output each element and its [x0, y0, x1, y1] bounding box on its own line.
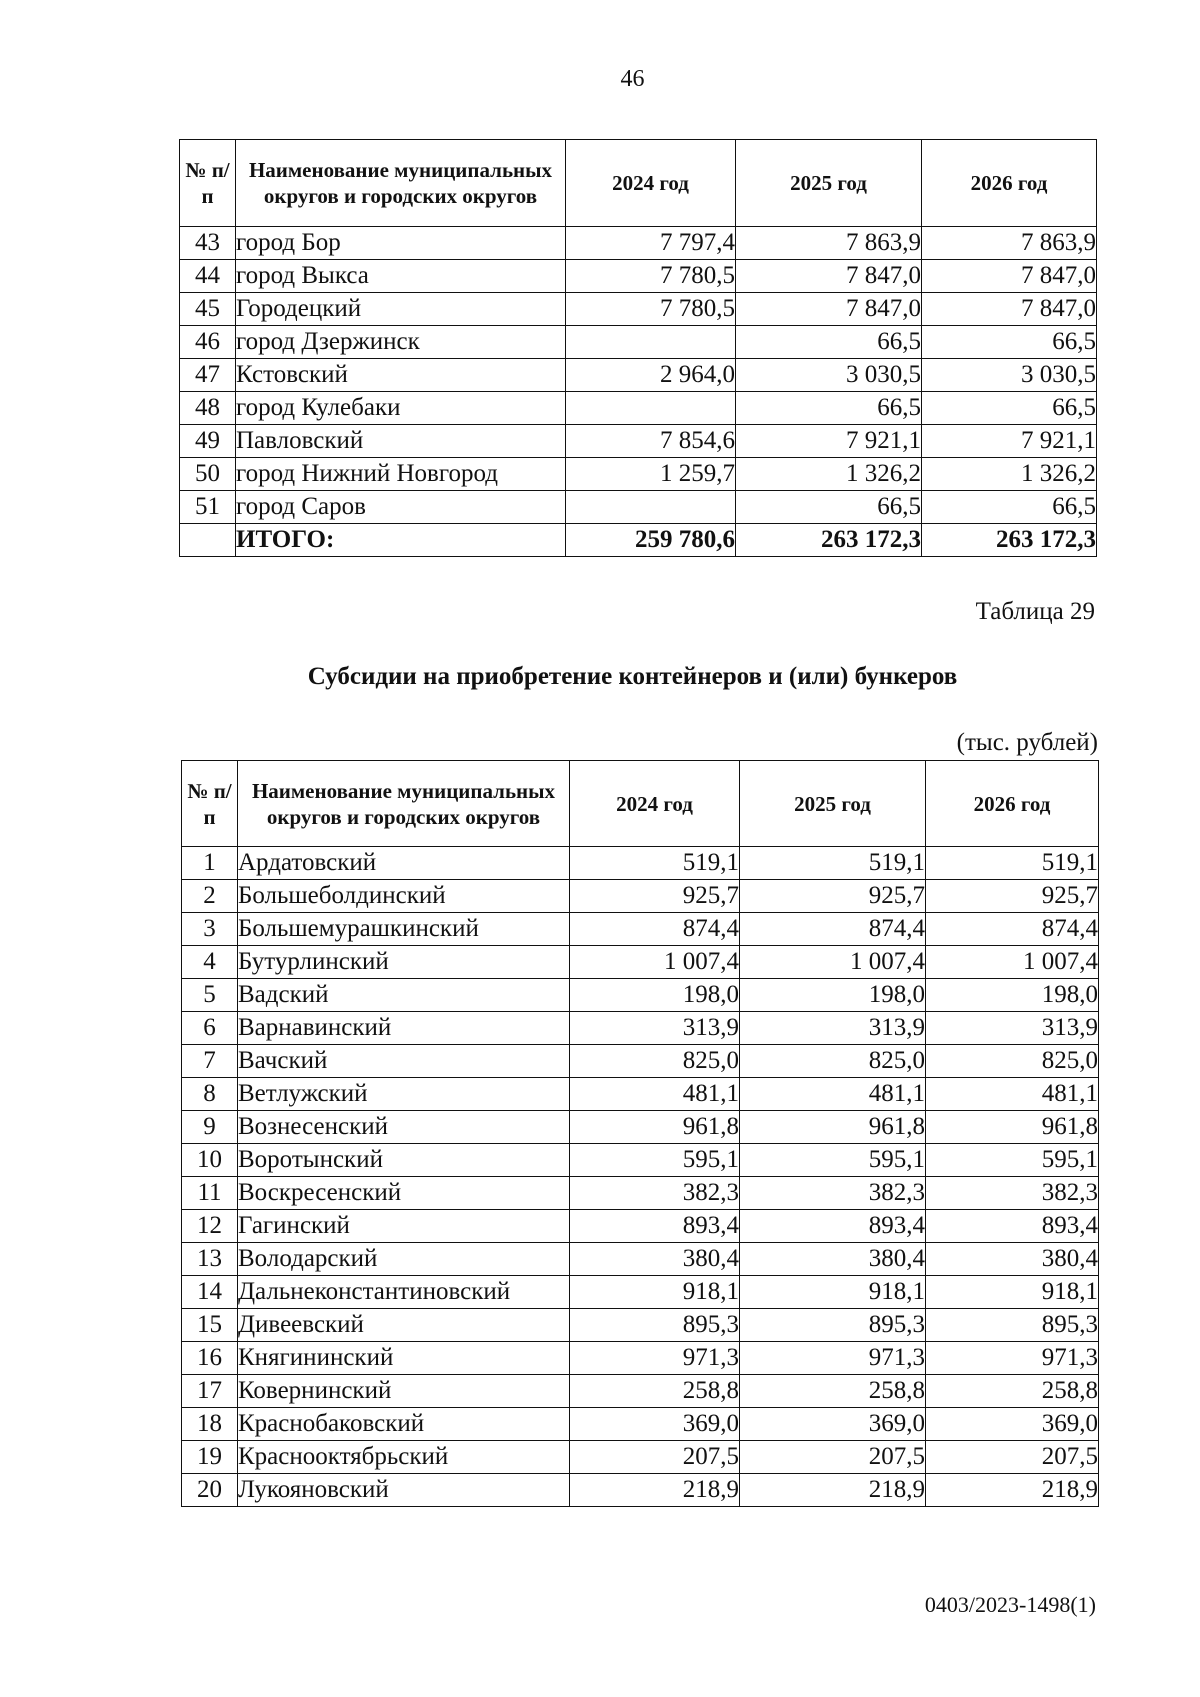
table-row — [182, 979, 1099, 1012]
header-num: № п/п — [180, 140, 236, 227]
value-2024: 218,9 — [570, 1474, 740, 1507]
value-2026: 66,5 — [922, 326, 1097, 359]
row-number: 7 — [182, 1045, 238, 1078]
header-2025: 2025 год — [740, 761, 926, 847]
value-2026: 7 847,0 — [922, 260, 1097, 293]
district-name: Вадский — [238, 979, 570, 1012]
value-2024: 961,8 — [570, 1111, 740, 1144]
district-name: город Выкса — [236, 260, 566, 293]
value-2026: 198,0 — [926, 979, 1099, 1012]
row-number: 50 — [180, 458, 236, 491]
row-number: 45 — [180, 293, 236, 326]
value-2026: 66,5 — [922, 491, 1097, 524]
value-2026: 481,1 — [926, 1078, 1099, 1111]
value-2025: 971,3 — [740, 1342, 926, 1375]
value-2024: 2 964,0 — [566, 359, 736, 392]
total-2026: 263 172,3 — [922, 524, 1097, 557]
value-2026: 7 863,9 — [922, 227, 1097, 260]
value-2025: 7 847,0 — [736, 293, 922, 326]
value-2024 — [566, 392, 736, 425]
table-row — [182, 1078, 1099, 1111]
value-2024: 825,0 — [570, 1045, 740, 1078]
district-name: Ветлужский — [238, 1078, 570, 1111]
district-name: город Нижний Новгород — [236, 458, 566, 491]
value-2026: 925,7 — [926, 880, 1099, 913]
value-2025: 313,9 — [740, 1012, 926, 1045]
row-number: 49 — [180, 425, 236, 458]
table-row — [182, 1408, 1099, 1441]
value-2026: 874,4 — [926, 913, 1099, 946]
table-row — [180, 227, 1097, 260]
table-row — [182, 1276, 1099, 1309]
table-row — [182, 1375, 1099, 1408]
value-2024: 7 780,5 — [566, 293, 736, 326]
table-row — [180, 392, 1097, 425]
value-2026: 918,1 — [926, 1276, 1099, 1309]
units-note: (тыс. рублей) — [956, 729, 1098, 756]
document-code: 0403/2023-1498(1) — [924, 1592, 1096, 1617]
value-2025: 519,1 — [740, 847, 926, 880]
row-number: 3 — [182, 913, 238, 946]
table-header-row — [182, 761, 1099, 847]
total-label: ИТОГО: — [236, 524, 566, 557]
row-number: 48 — [180, 392, 236, 425]
header-name: Наименование муниципальных округов и городских округов — [238, 761, 570, 847]
value-2026: 66,5 — [922, 392, 1097, 425]
value-2025: 481,1 — [740, 1078, 926, 1111]
value-2025: 66,5 — [736, 326, 922, 359]
value-2026: 595,1 — [926, 1144, 1099, 1177]
row-number: 19 — [182, 1441, 238, 1474]
value-2026: 380,4 — [926, 1243, 1099, 1276]
value-2025: 1 326,2 — [736, 458, 922, 491]
district-name: Дальнеконстантиновский — [238, 1276, 570, 1309]
value-2026: 7 847,0 — [922, 293, 1097, 326]
value-2025: 380,4 — [740, 1243, 926, 1276]
value-2024: 382,3 — [570, 1177, 740, 1210]
row-number: 14 — [182, 1276, 238, 1309]
table-row — [180, 359, 1097, 392]
value-2025: 369,0 — [740, 1408, 926, 1441]
district-name: город Бор — [236, 227, 566, 260]
value-2026: 369,0 — [926, 1408, 1099, 1441]
subsidy-table-continued — [179, 139, 1097, 557]
table-row — [182, 946, 1099, 979]
value-2026: 825,0 — [926, 1045, 1099, 1078]
value-2026: 258,8 — [926, 1375, 1099, 1408]
district-name: Воскресенский — [238, 1177, 570, 1210]
header-2025: 2025 год — [736, 140, 922, 227]
row-number: 4 — [182, 946, 238, 979]
district-name: Вознесенский — [238, 1111, 570, 1144]
value-2024: 369,0 — [570, 1408, 740, 1441]
district-name: Володарский — [238, 1243, 570, 1276]
table-row — [180, 425, 1097, 458]
district-name: Бутурлинский — [238, 946, 570, 979]
row-number: 6 — [182, 1012, 238, 1045]
value-2024: 207,5 — [570, 1441, 740, 1474]
value-2025: 207,5 — [740, 1441, 926, 1474]
district-name: Вачский — [238, 1045, 570, 1078]
value-2024: 7 797,4 — [566, 227, 736, 260]
value-2024: 198,0 — [570, 979, 740, 1012]
container-subsidy-table — [181, 760, 1099, 1507]
header-2024: 2024 год — [570, 761, 740, 847]
value-2024: 893,4 — [570, 1210, 740, 1243]
value-2024: 1 007,4 — [570, 946, 740, 979]
value-2026: 207,5 — [926, 1441, 1099, 1474]
table2-body — [182, 847, 1099, 1507]
row-number: 12 — [182, 1210, 238, 1243]
value-2025: 1 007,4 — [740, 946, 926, 979]
table-row — [182, 1309, 1099, 1342]
value-2024: 1 259,7 — [566, 458, 736, 491]
district-name: Большеболдинский — [238, 880, 570, 913]
value-2024: 7 854,6 — [566, 425, 736, 458]
value-2024: 313,9 — [570, 1012, 740, 1045]
table-row — [182, 1177, 1099, 1210]
row-number: 10 — [182, 1144, 238, 1177]
value-2025: 895,3 — [740, 1309, 926, 1342]
district-name: город Дзержинск — [236, 326, 566, 359]
table-label: Таблица 29 — [975, 598, 1095, 625]
table-header-row — [180, 140, 1097, 227]
value-2025: 893,4 — [740, 1210, 926, 1243]
header-2026: 2026 год — [922, 140, 1097, 227]
district-name: Лукояновский — [238, 1474, 570, 1507]
table-row — [182, 1045, 1099, 1078]
value-2024: 481,1 — [570, 1078, 740, 1111]
value-2026: 893,4 — [926, 1210, 1099, 1243]
value-2024: 918,1 — [570, 1276, 740, 1309]
value-2024: 895,3 — [570, 1309, 740, 1342]
table-row — [182, 1342, 1099, 1375]
value-2025: 825,0 — [740, 1045, 926, 1078]
value-2025: 258,8 — [740, 1375, 926, 1408]
row-number: 51 — [180, 491, 236, 524]
value-2024: 971,3 — [570, 1342, 740, 1375]
district-name: Гагинский — [238, 1210, 570, 1243]
table-row — [182, 1111, 1099, 1144]
value-2025: 66,5 — [736, 392, 922, 425]
value-2026: 218,9 — [926, 1474, 1099, 1507]
table-row — [182, 1243, 1099, 1276]
table-row — [182, 1474, 1099, 1507]
value-2025: 3 030,5 — [736, 359, 922, 392]
row-number: 47 — [180, 359, 236, 392]
district-name: Большемурашкинский — [238, 913, 570, 946]
value-2026: 519,1 — [926, 847, 1099, 880]
value-2025: 198,0 — [740, 979, 926, 1012]
row-number: 11 — [182, 1177, 238, 1210]
value-2025: 595,1 — [740, 1144, 926, 1177]
district-name: Павловский — [236, 425, 566, 458]
row-number: 8 — [182, 1078, 238, 1111]
page-number: 46 — [620, 66, 645, 92]
table-row — [180, 260, 1097, 293]
header-2024: 2024 год — [566, 140, 736, 227]
value-2026: 7 921,1 — [922, 425, 1097, 458]
value-2026: 961,8 — [926, 1111, 1099, 1144]
table-row — [182, 1012, 1099, 1045]
value-2024: 925,7 — [570, 880, 740, 913]
value-2024 — [566, 326, 736, 359]
district-name: Варнавинский — [238, 1012, 570, 1045]
value-2025: 218,9 — [740, 1474, 926, 1507]
district-name: Воротынский — [238, 1144, 570, 1177]
district-name: Дивеевский — [238, 1309, 570, 1342]
value-2025: 66,5 — [736, 491, 922, 524]
row-number: 46 — [180, 326, 236, 359]
table-row — [182, 1441, 1099, 1474]
value-2025: 7 921,1 — [736, 425, 922, 458]
value-2024 — [566, 491, 736, 524]
row-number: 5 — [182, 979, 238, 1012]
total-row — [180, 524, 1097, 557]
value-2026: 1 007,4 — [926, 946, 1099, 979]
district-name: город Саров — [236, 491, 566, 524]
value-2025: 7 863,9 — [736, 227, 922, 260]
value-2026: 1 326,2 — [922, 458, 1097, 491]
header-2026: 2026 год — [926, 761, 1099, 847]
value-2025: 961,8 — [740, 1111, 926, 1144]
total-empty-cell — [180, 524, 236, 557]
value-2025: 874,4 — [740, 913, 926, 946]
value-2024: 380,4 — [570, 1243, 740, 1276]
value-2025: 918,1 — [740, 1276, 926, 1309]
header-name: Наименование муниципальных округов и городских округов — [236, 140, 566, 227]
row-number: 15 — [182, 1309, 238, 1342]
value-2024: 595,1 — [570, 1144, 740, 1177]
table-title: Субсидии на приобретение контейнеров и (или) бункеров — [307, 663, 958, 690]
table-row — [182, 847, 1099, 880]
row-number: 20 — [182, 1474, 238, 1507]
row-number: 13 — [182, 1243, 238, 1276]
table-row — [180, 293, 1097, 326]
district-name: город Кулебаки — [236, 392, 566, 425]
value-2026: 382,3 — [926, 1177, 1099, 1210]
table-row — [182, 1144, 1099, 1177]
row-number: 1 — [182, 847, 238, 880]
district-name: Краснооктябрьский — [238, 1441, 570, 1474]
district-name: Ковернинский — [238, 1375, 570, 1408]
district-name: Ардатовский — [238, 847, 570, 880]
value-2024: 258,8 — [570, 1375, 740, 1408]
row-number: 44 — [180, 260, 236, 293]
value-2026: 895,3 — [926, 1309, 1099, 1342]
value-2026: 3 030,5 — [922, 359, 1097, 392]
district-name: Городецкий — [236, 293, 566, 326]
row-number: 9 — [182, 1111, 238, 1144]
table-row — [180, 326, 1097, 359]
row-number: 2 — [182, 880, 238, 913]
value-2024: 7 780,5 — [566, 260, 736, 293]
row-number: 16 — [182, 1342, 238, 1375]
value-2025: 925,7 — [740, 880, 926, 913]
value-2026: 971,3 — [926, 1342, 1099, 1375]
value-2024: 519,1 — [570, 847, 740, 880]
header-num: № п/п — [182, 761, 238, 847]
table-row — [180, 458, 1097, 491]
value-2025: 7 847,0 — [736, 260, 922, 293]
value-2024: 874,4 — [570, 913, 740, 946]
district-name: Краснобаковский — [238, 1408, 570, 1441]
district-name: Кстовский — [236, 359, 566, 392]
total-2024: 259 780,6 — [566, 524, 736, 557]
total-2025: 263 172,3 — [736, 524, 922, 557]
row-number: 18 — [182, 1408, 238, 1441]
district-name: Княгининский — [238, 1342, 570, 1375]
table-row — [182, 1210, 1099, 1243]
row-number: 43 — [180, 227, 236, 260]
table-row — [182, 913, 1099, 946]
value-2026: 313,9 — [926, 1012, 1099, 1045]
table-row — [180, 491, 1097, 524]
value-2025: 382,3 — [740, 1177, 926, 1210]
table1-body — [180, 227, 1097, 557]
table-row — [182, 880, 1099, 913]
row-number: 17 — [182, 1375, 238, 1408]
